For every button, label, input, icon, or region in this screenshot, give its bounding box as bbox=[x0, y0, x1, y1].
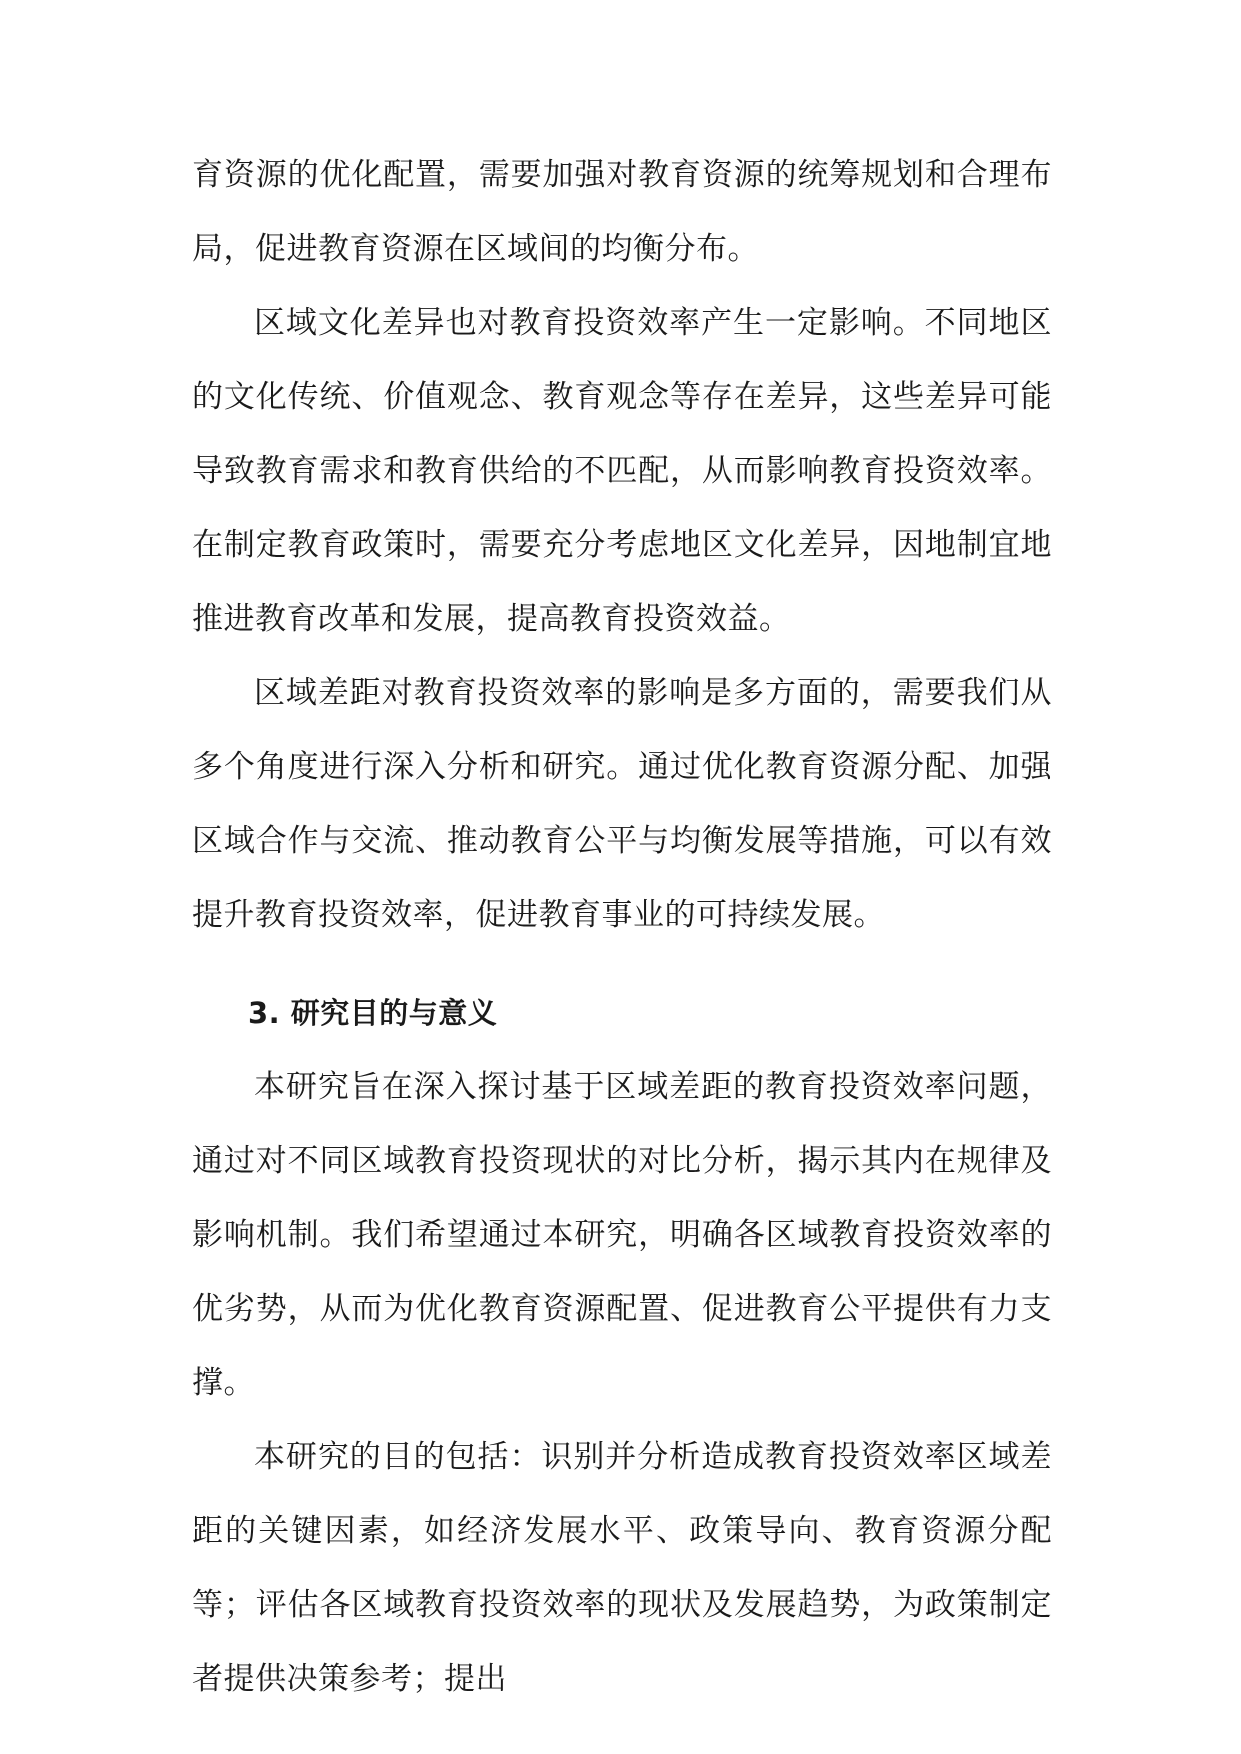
paragraph-research-aim: 本研究旨在深入探讨基于区域差距的教育投资效率问题，通过对不同区域教育投资现状的对比分析，揭示其内在规律及影响机制。我们希望通过本研究，明确各区域教育投资效率的优劣势，从而为优化教育资源配置、促进教育公平提供有力支撑。 bbox=[192, 1069, 1052, 1401]
paragraph-regional-culture: 区域文化差异也对教育投资效率产生一定影响。不同地区的文化传统、价值观念、教育观念等存在差异，这些差异可能导致教育需求和教育供给的不匹配，从而影响教育投资效率。在制定教育政策时，需要充分考虑地区文化差异，因地制宜地推进教育改革和发展，提高教育投资效益。 bbox=[192, 305, 1052, 637]
section-heading: 3. 研究目的与意义 bbox=[248, 996, 498, 1030]
paragraph-regional-gap-summary: 区域差距对教育投资效率的影响是多方面的，需要我们从多个角度进行深入分析和研究。通过优化教育资源分配、加强区域合作与交流、推动教育公平与均衡发展等措施，可以有效提升教育投资效率，促进教育事业的可持续发展。 bbox=[192, 675, 1052, 933]
paragraph-continuation: 育资源的优化配置，需要加强对教育资源的统筹规划和合理布局，促进教育资源在区域间的均衡分布。 bbox=[192, 157, 1052, 267]
paragraph-research-objectives: 本研究的目的包括：识别并分析造成教育投资效率区域差距的关键因素，如经济发展水平、政策导向、教育资源分配等；评估各区域教育投资效率的现状及发展趋势，为政策制定者提供决策参考；提出 bbox=[192, 1439, 1052, 1697]
document-body bbox=[192, 138, 1052, 1716]
